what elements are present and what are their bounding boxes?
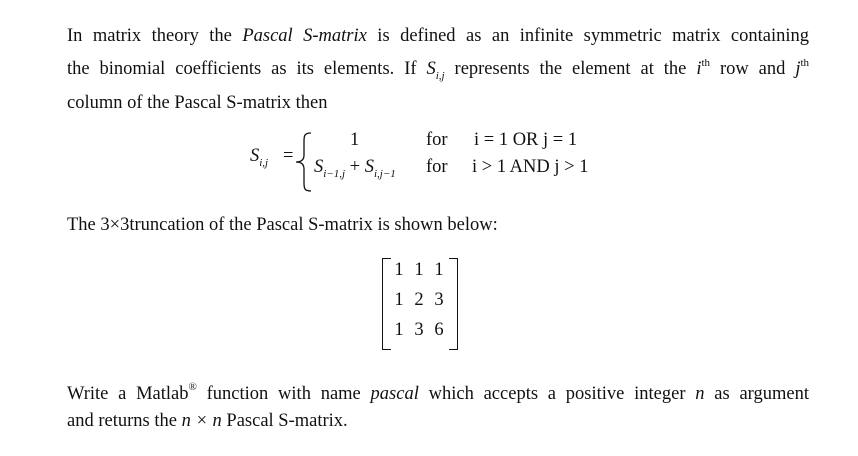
pascal-matrix-3x3 — [380, 256, 460, 350]
symbol-i: i — [696, 59, 702, 79]
symbol-j: j — [795, 59, 801, 79]
matrix-cell: 6 — [434, 320, 444, 340]
symbol-s: S — [364, 157, 374, 177]
matrix-size-nxn: n × n — [181, 411, 222, 431]
subscript: i,j−1 — [373, 168, 396, 180]
text: which accepts a positive integer — [418, 384, 696, 404]
matrix-cell: 1 — [394, 260, 404, 280]
task-line-2 — [67, 408, 809, 435]
matrix-cell: 1 — [434, 260, 444, 280]
task-line-1 — [67, 374, 809, 408]
superscript-th: th — [701, 57, 711, 69]
symbol-s: S — [314, 157, 324, 177]
symbol-n: n — [695, 384, 705, 404]
case2-for: for — [426, 157, 448, 177]
subscript-ij: i,j — [435, 70, 445, 82]
intro-line-3: column of the Pascal S-matrix then — [67, 93, 328, 113]
text: represents the element at the — [444, 59, 697, 79]
task-paragraph — [67, 374, 809, 435]
matrix-cell: 3 — [434, 290, 444, 310]
subscript: i−1,j — [323, 168, 346, 180]
matrix-size: 3×3 — [100, 215, 130, 235]
case2-value — [314, 157, 396, 180]
text: function with name — [196, 384, 371, 404]
text: truncation of the Pascal S-matrix is shown below: — [129, 215, 498, 235]
subscript-ij: i,j — [259, 157, 269, 169]
text: Pascal S-matrix. — [221, 411, 348, 431]
plus-sign: + — [345, 157, 365, 177]
matrix-cell: 1 — [414, 260, 424, 280]
function-name: pascal — [370, 384, 419, 404]
registered-mark: ® — [188, 381, 197, 393]
text: is defined as an infinite symmetric matrix containing — [366, 26, 809, 46]
equation-lhs — [250, 146, 268, 169]
text: the binomial coefficients as its elements. If — [67, 59, 427, 79]
case1-for: for — [426, 130, 448, 150]
text: as argument — [704, 384, 809, 404]
left-brace-icon — [293, 132, 315, 192]
text: row and — [710, 59, 796, 79]
intro-paragraph — [67, 23, 809, 117]
truncation-sentence — [67, 212, 667, 239]
text: Write a Matlab — [67, 384, 189, 404]
term-pascal-s-matrix: Pascal S-matrix — [242, 26, 367, 46]
matrix-cell: 2 — [414, 290, 424, 310]
matrix-cell: 1 — [394, 290, 404, 310]
symbol-s: S — [426, 59, 436, 79]
matrix-cell: 3 — [414, 320, 424, 340]
recurrence-equation — [250, 124, 650, 194]
case1-condition: i = 1 OR j = 1 — [474, 130, 578, 150]
intro-line-1 — [67, 23, 809, 50]
text: The — [67, 215, 101, 235]
matrix-cell: 1 — [394, 320, 404, 340]
text: In matrix theory the — [67, 26, 243, 46]
intro-line-2 — [67, 50, 809, 90]
superscript-th: th — [800, 57, 810, 69]
equals-sign: = — [283, 146, 294, 166]
case1-value: 1 — [350, 130, 360, 150]
text: and returns the — [67, 411, 182, 431]
case2-condition: i > 1 AND j > 1 — [472, 157, 589, 177]
symbol-s: S — [250, 146, 260, 166]
right-bracket — [449, 258, 458, 350]
